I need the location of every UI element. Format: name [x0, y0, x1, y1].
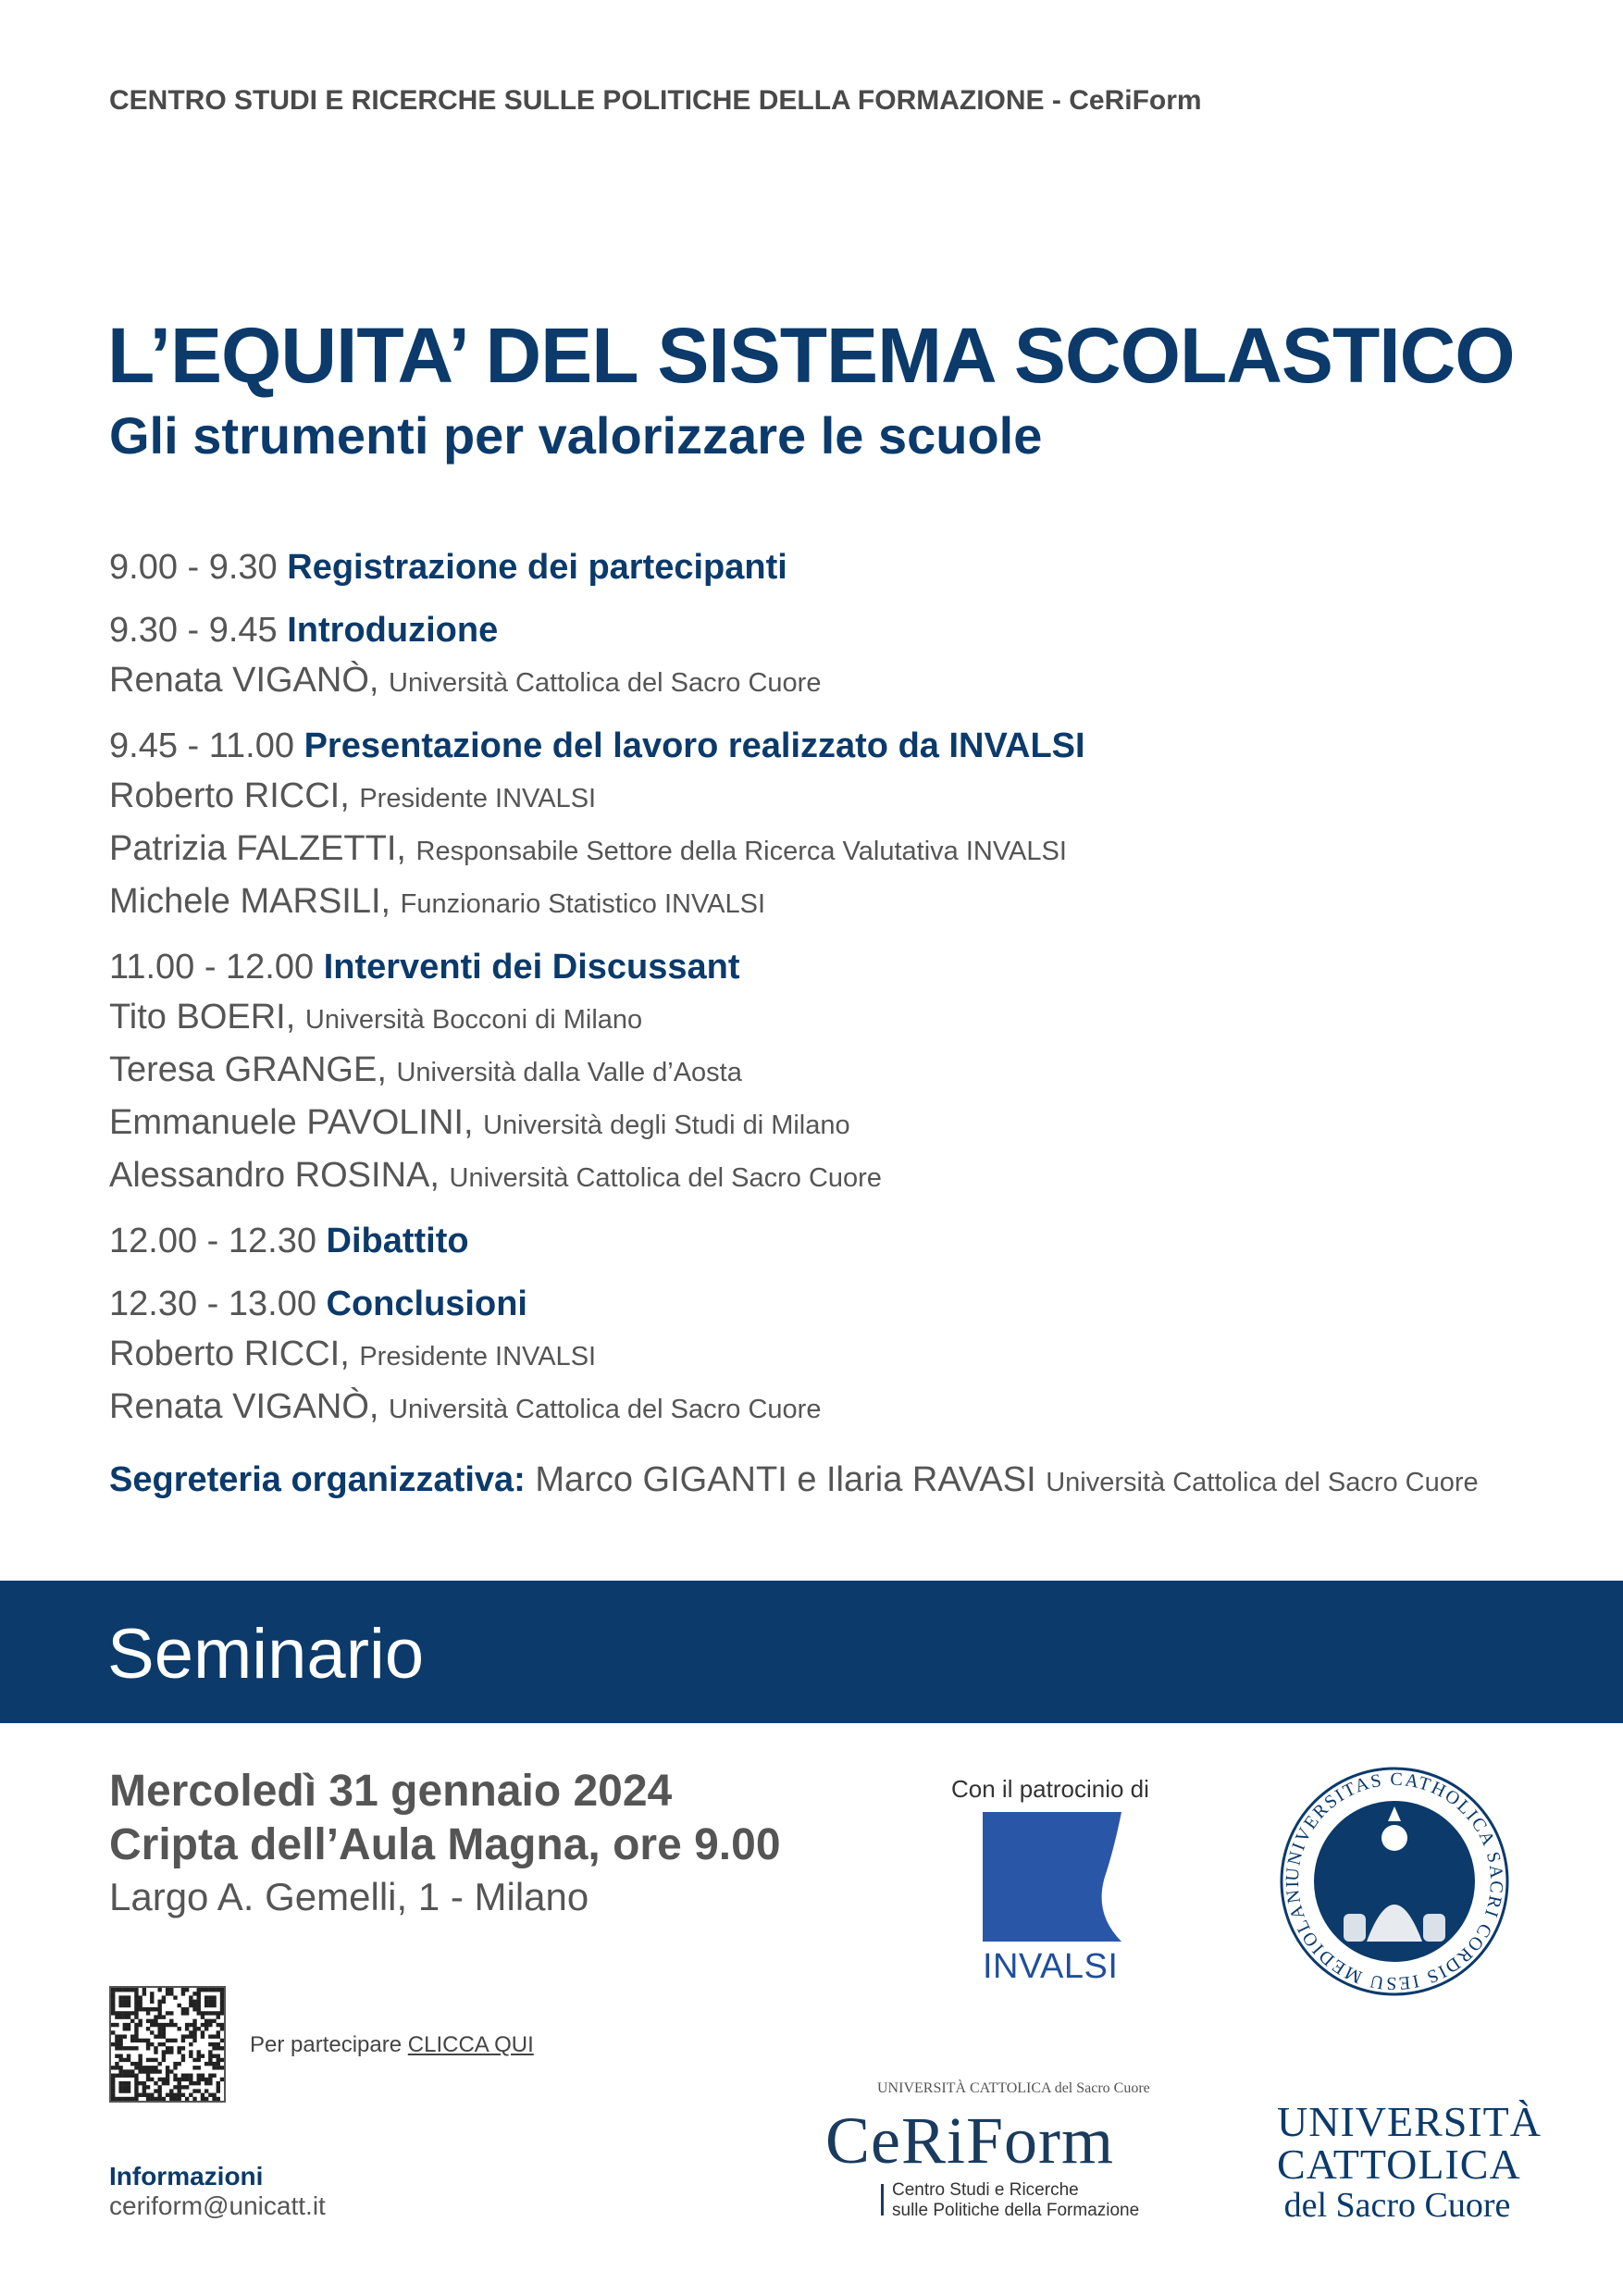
speaker-separator: , [340, 776, 360, 815]
ceriform-logo-bar [881, 2184, 884, 2215]
speaker-affiliation: Università dalla Valle d’Aosta [396, 1058, 742, 1087]
university-seal-icon [1279, 1766, 1510, 1997]
session-time: 9.00 - 9.30 [109, 548, 278, 587]
page-title: L’EQUITA’ DEL SISTEMA SCOLASTICO [107, 312, 1515, 399]
speaker-separator: , [396, 829, 416, 868]
speaker-row [109, 1098, 1553, 1150]
speaker-row [109, 1150, 1553, 1203]
speaker-affiliation: Università Cattolica del Sacro Cuore [389, 1395, 822, 1424]
session-title: Dibattito [326, 1222, 469, 1260]
program-session [109, 605, 1553, 708]
speaker-row [109, 655, 1553, 708]
ceriform-logo-name: CeRiForm [825, 2104, 1115, 2178]
session-time: 9.45 - 11.00 [109, 726, 295, 765]
info-email[interactable]: ceriform@unicatt.it [109, 2191, 326, 2220]
session-heading [109, 1279, 1553, 1329]
event-address: Largo A. Gemelli, 1 - Milano [109, 1875, 589, 1918]
registration-link[interactable]: CLICCA QUI [407, 2032, 534, 2057]
speaker-affiliation: Università Cattolica del Sacro Cuore [389, 668, 822, 698]
speaker-separator: , [340, 1334, 360, 1373]
session-heading [109, 542, 1553, 592]
university-logo-line3: del Sacro Cuore [1283, 2186, 1511, 2225]
program-session [109, 721, 1553, 929]
registration-text: Per partecipare [250, 2032, 403, 2057]
secretariat-names: Marco GIGANTI e Ilaria RAVASI [535, 1460, 1036, 1499]
invalsi-flag-icon [983, 1812, 1134, 1942]
session-title: Introduzione [287, 611, 499, 650]
speaker-name: Tito BOERI [109, 998, 286, 1036]
speaker-name: Emmanuele PAVOLINI [109, 1103, 464, 1142]
invalsi-logo-text: INVALSI [983, 1947, 1119, 1986]
speaker-name: Roberto RICCI [109, 776, 341, 815]
speaker-name: Teresa GRANGE [109, 1050, 378, 1089]
session-time: 12.30 - 13.00 [109, 1285, 316, 1323]
qr-code-image [111, 1988, 224, 2101]
university-logo [1277, 2098, 1542, 2225]
program-session [109, 1279, 1553, 1434]
speaker-row [109, 1045, 1553, 1098]
secretariat-affiliation: Università Cattolica del Sacro Cuore [1046, 1468, 1479, 1497]
speaker-name: Roberto RICCI [109, 1334, 341, 1373]
session-heading [109, 605, 1553, 655]
speaker-name: Renata VIGANÒ [109, 1387, 369, 1426]
program-session [109, 542, 1553, 592]
program-session [109, 1216, 1553, 1266]
speaker-row [109, 876, 1553, 929]
seminar-banner-text: Seminario [107, 1615, 425, 1694]
speaker-row [109, 771, 1553, 824]
speaker-separator: , [368, 661, 390, 700]
university-logo-line1: UNIVERSITÀ [1277, 2098, 1542, 2145]
session-title: Presentazione del lavoro realizzato da INVALSI [304, 726, 1085, 765]
session-heading [109, 1216, 1553, 1266]
university-logo-line2: CATTOLICA [1277, 2141, 1521, 2188]
speaker-separator: , [377, 1050, 397, 1089]
speaker-row [109, 1382, 1553, 1434]
ceriform-logo-sub1: Centro Studi e Ricerche [892, 2180, 1079, 2200]
speaker-affiliation: Università Bocconi di Milano [304, 1005, 643, 1035]
speaker-name: Michele MARSILI [109, 882, 381, 921]
page-subtitle: Gli strumenti per valorizzare le scuole [109, 406, 1043, 465]
ceriform-logo-sub2: sulle Politiche della Formazione [892, 2201, 1140, 2220]
event-venue: Cripta dell’Aula Magna, ore 9.00 [109, 1820, 781, 1869]
organizing-secretariat [109, 1460, 1479, 1500]
speaker-separator: , [380, 882, 401, 921]
session-title: Interventi dei Discussant [323, 948, 740, 987]
speaker-row [109, 1329, 1553, 1382]
speaker-name: Patrizia FALZETTI [109, 829, 397, 868]
speaker-affiliation: Presidente INVALSI [359, 1342, 597, 1371]
speaker-separator: , [285, 998, 305, 1036]
speaker-affiliation: Responsabile Settore della Ricerca Valutativa INVALSI [415, 837, 1067, 866]
session-time: 12.00 - 12.30 [109, 1222, 316, 1260]
speaker-separator: , [463, 1103, 484, 1142]
speaker-affiliation: Università degli Studi di Milano [483, 1111, 850, 1140]
speaker-name: Alessandro ROSINA [109, 1156, 430, 1195]
session-title: Registrazione dei partecipanti [287, 548, 787, 587]
event-date: Mercoledì 31 gennaio 2024 [109, 1767, 673, 1816]
program-list [109, 542, 1553, 1447]
session-heading [109, 942, 1553, 992]
session-time: 9.30 - 9.45 [109, 611, 278, 650]
session-title: Conclusioni [326, 1285, 527, 1323]
speaker-affiliation: Presidente INVALSI [359, 784, 597, 813]
seal-text: UNIVERSITAS CATHOLICA SACRI CORDIS IESU MEDIOLANI [1282, 1769, 1507, 1994]
speaker-affiliation: Università Cattolica del Sacro Cuore [449, 1163, 882, 1193]
speaker-separator: , [429, 1156, 450, 1195]
program-session [109, 942, 1553, 1203]
session-time: 11.00 - 12.00 [109, 948, 315, 987]
secretariat-label: Segreteria organizzativa: [109, 1460, 526, 1499]
speaker-name: Renata VIGANÒ [109, 661, 369, 700]
patronage-label: Con il patrocinio di [951, 1775, 1149, 1803]
session-heading [109, 721, 1553, 771]
speaker-separator: , [368, 1387, 390, 1426]
registration-prompt [250, 2032, 534, 2058]
speaker-affiliation: Funzionario Statistico INVALSI [400, 889, 766, 919]
speaker-row [109, 992, 1553, 1045]
qr-code[interactable] [109, 1986, 226, 2103]
speaker-row [109, 824, 1553, 876]
info-label: Informazioni [109, 2162, 264, 2191]
organization-header: CENTRO STUDI E RICERCHE SULLE POLITICHE DELLA FORMAZIONE - CeRiForm [109, 85, 1202, 116]
ceriform-logo-top: UNIVERSITÀ CATTOLICA del Sacro Cuore [877, 2080, 1150, 2096]
